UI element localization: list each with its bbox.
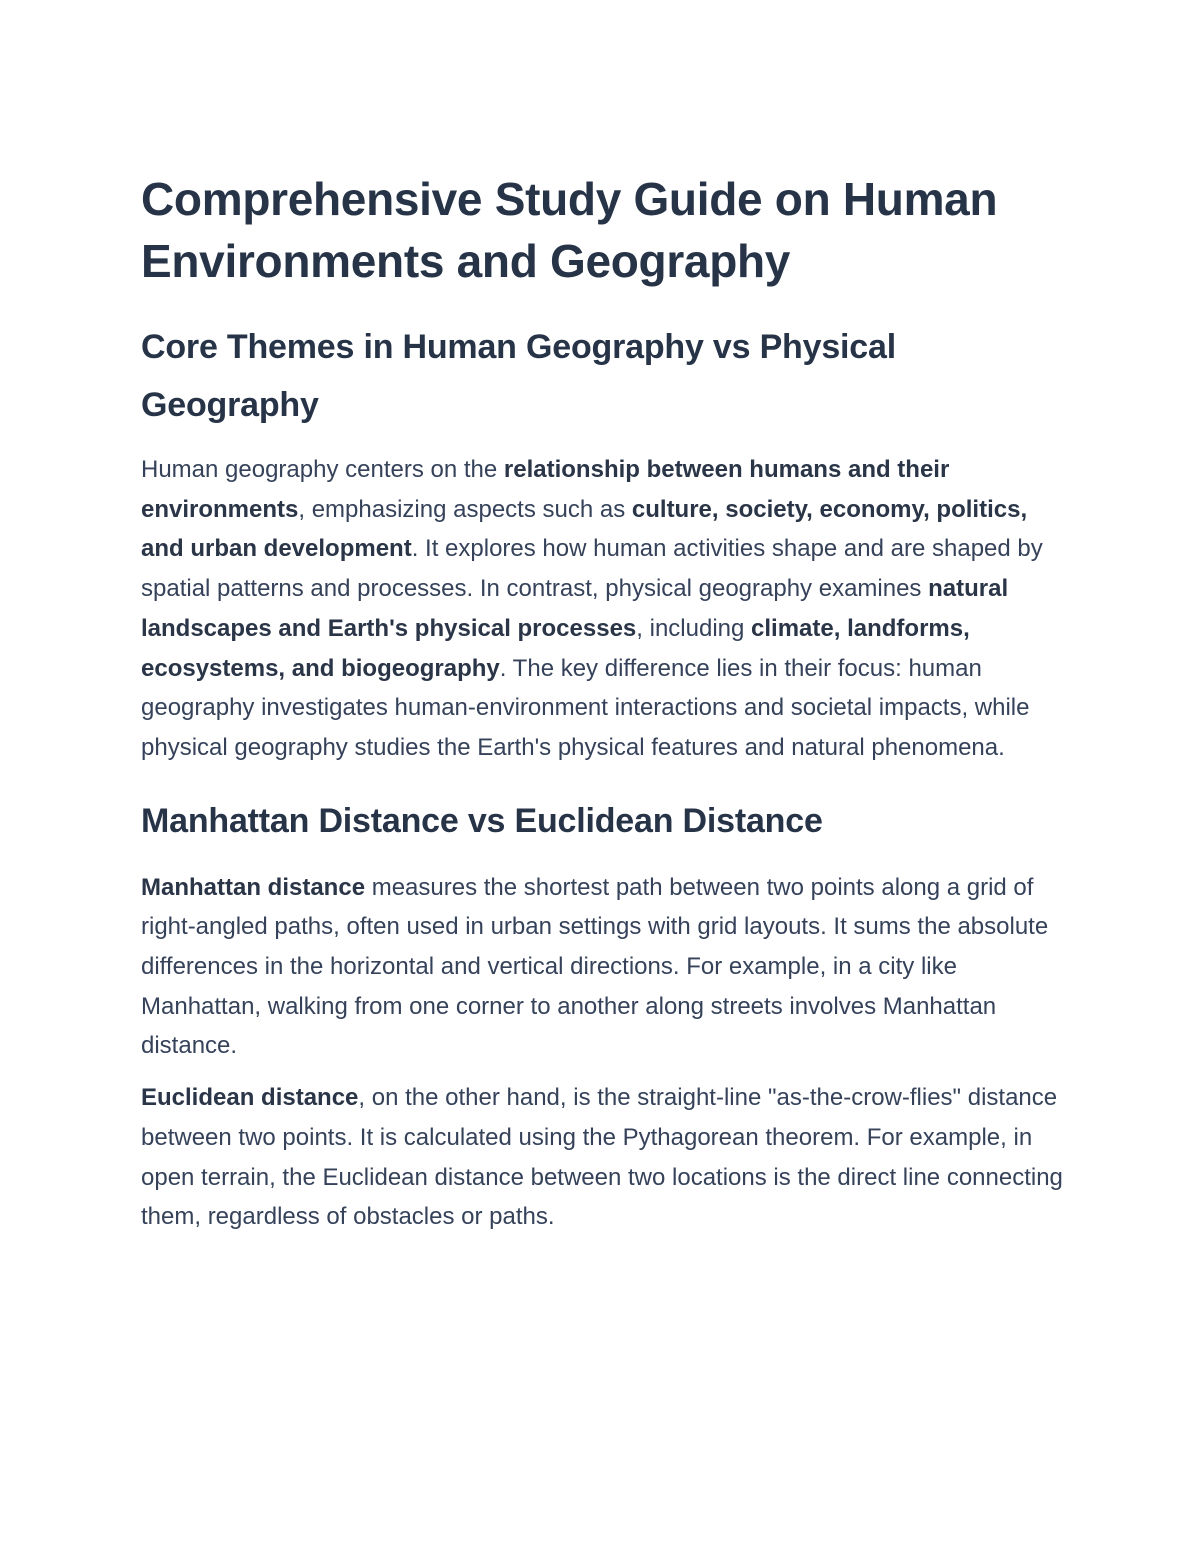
text-run: , emphasizing aspects such as [298,495,632,523]
document-page [141,168,1066,1237]
bold-run: climate, landforms, ecosystems, and biogeography [141,614,970,682]
section-heading-core-themes: Core Themes in Human Geography vs Physical Geography [141,328,896,424]
bold-run: culture, society, economy, politics, and urban development [141,495,1028,563]
text-run: , on the other hand, is the straight-line "as-the-crow-flies" distance between two points. It is calculated using the Pythagorean theorem. For example, in open terrain, the Euclidean distance between two locations is the direct line connecting them, regardless of obstacles or paths. [141,1084,1063,1231]
text-run: . The key difference lies in their focus: human geography investigates human-environment interactions and societal impacts, while physical geography studies the Earth's physical features and natural phenomena. [141,654,1030,761]
bold-run: relationship between humans and their environments [141,456,950,523]
text-run: measures the shortest path between two points along a grid of right-angled paths, often used in urban settings with grid layouts. It sums the absolute differences in the horizontal and vertical directions. For example, in a city like Manhattan, walking from one corner to another along streets involves Manhattan distance. [141,873,1049,1060]
paragraph-euclidean-distance [141,1078,1066,1237]
paragraph-manhattan-distance [141,868,1066,1067]
text-run: . It explores how human activities shape and are shaped by spatial patterns and processes. In contrast, physical geography examines [141,535,1043,603]
text-run: Human geography centers on the [141,456,504,483]
text-run: , including [636,614,752,642]
bold-run: Manhattan distance [141,873,366,901]
bold-run: Euclidean distance [141,1084,359,1112]
section-heading-distance: Manhattan Distance vs Euclidean Distance [141,801,823,840]
document-title: Comprehensive Study Guide on Human Environments and Geography [141,173,998,287]
bold-run: natural landscapes and Earth's physical processes [141,575,1009,642]
paragraph-human-vs-physical [141,450,1066,768]
